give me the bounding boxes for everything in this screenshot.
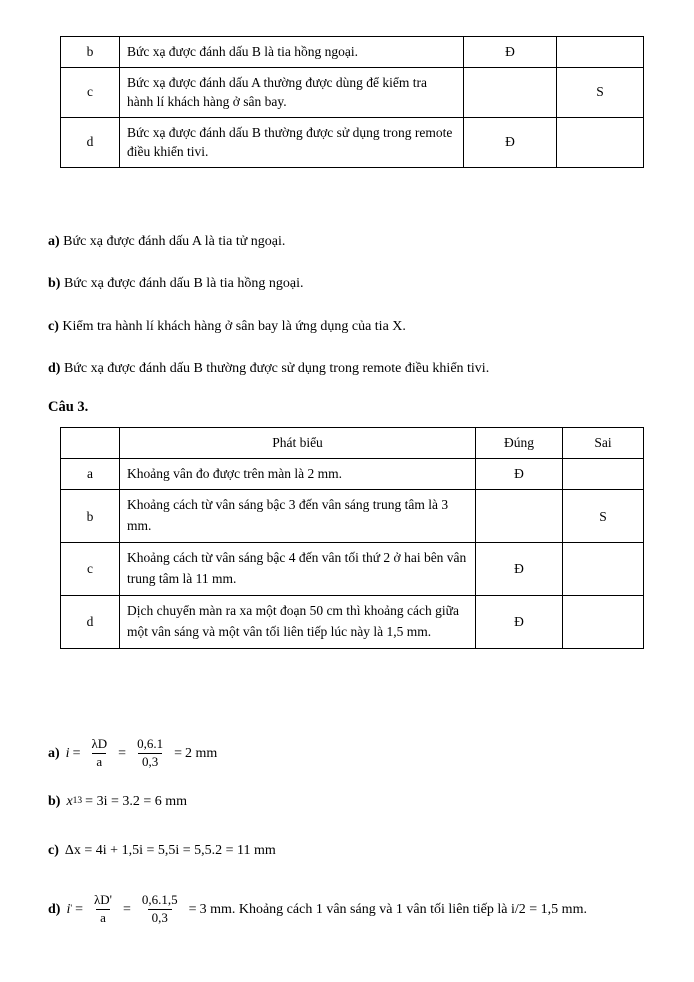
solution-line-c — [48, 841, 276, 861]
table-question3 — [60, 427, 644, 649]
table-row — [61, 543, 644, 596]
row-label: c — [61, 543, 120, 596]
solution-d-var: i — [66, 901, 71, 917]
row-statement: Khoảng vân đo được trên màn là 2 mm. — [120, 458, 476, 490]
header-dung: Đúng — [476, 428, 563, 459]
solution-tag-a: a) — [48, 745, 60, 761]
solution-a-eq3: = — [174, 745, 182, 761]
solution-line-d — [48, 893, 587, 926]
solution-a-eq2: = — [118, 745, 127, 761]
table-question2-continued — [60, 36, 644, 168]
row-label: d — [61, 117, 120, 167]
row-statement: Khoảng cách từ vân sáng bậc 3 đến vân sáng trung tâm là 3 mm. — [120, 490, 476, 543]
row-mark-dung: Đ — [476, 458, 563, 490]
fraction-denominator: 0,3 — [138, 753, 162, 770]
row-mark-sai — [557, 117, 644, 167]
row-label: b — [61, 37, 120, 68]
solution-b-var: x — [66, 794, 73, 809]
row-mark-sai — [557, 37, 644, 68]
answer-line-a — [48, 231, 285, 252]
solution-d-fraction2 — [138, 893, 182, 926]
solution-a-result: 2 mm — [184, 745, 218, 761]
row-mark-dung — [464, 67, 557, 117]
solution-tag-b: b) — [48, 794, 61, 809]
fraction-numerator: 0,6.1 — [137, 736, 164, 751]
fraction-denominator: a — [96, 909, 110, 926]
fraction-numerator: λD — [91, 736, 108, 751]
fraction-numerator: 0,6.1,5 — [141, 892, 178, 907]
solution-d-eq3: = — [188, 901, 197, 917]
answer-tag-d: d) — [48, 361, 61, 376]
solution-a-var: i — [65, 745, 70, 761]
solution-d-fraction1 — [90, 893, 116, 926]
row-mark-dung: Đ — [476, 543, 563, 596]
solution-line-b — [48, 792, 190, 812]
answer-line-b — [48, 273, 303, 294]
table-header-row — [61, 428, 644, 459]
solution-b-subscript: 13 — [72, 796, 83, 807]
answer-text-c: Kiểm tra hành lí khách hàng ở sân bay là ứng dụng của tia X. — [62, 319, 406, 334]
solution-tag-d: d) — [48, 901, 61, 917]
question3-heading: Câu 3. — [48, 399, 89, 415]
row-label: a — [61, 458, 120, 490]
row-mark-dung — [476, 490, 563, 543]
solution-a-fraction1 — [87, 737, 111, 770]
answer-text-b: Bức xạ được đánh dấu B là tia hồng ngoại. — [63, 276, 304, 291]
row-label: c — [61, 67, 120, 117]
answer-tag-c: c) — [48, 319, 59, 334]
row-mark-sai — [563, 543, 644, 596]
row-mark-sai — [563, 458, 644, 490]
answer-text-a: Bức xạ được đánh dấu A là tia tử ngoại. — [63, 234, 286, 249]
row-mark-sai — [563, 596, 644, 649]
row-statement: Bức xạ được đánh dấu A thường được dùng để kiểm tra hành lí khách hàng ở sân bay. — [120, 67, 464, 117]
table-row — [61, 37, 644, 68]
header-sai: Sai — [563, 428, 644, 459]
fraction-denominator: 0,3 — [148, 909, 172, 926]
row-label: b — [61, 490, 120, 543]
solution-d-eq2: = — [123, 901, 131, 917]
table-row — [61, 67, 644, 117]
fraction-denominator: a — [92, 753, 106, 770]
answer-text-d: Bức xạ được đánh dấu B thường được sử dụng trong remote điều khiển tivi. — [63, 361, 490, 376]
header-blank — [61, 428, 120, 459]
row-mark-sai: S — [563, 490, 644, 543]
answer-tag-b: b) — [48, 276, 61, 291]
row-statement: Dịch chuyển màn ra xa một đoạn 50 cm thì khoảng cách giữa một vân sáng và một vân tối liên tiếp lúc này là 1,5 mm. — [120, 596, 476, 649]
solution-a-fraction2 — [133, 737, 167, 770]
header-statement: Phát biểu — [120, 428, 476, 459]
table-row — [61, 117, 644, 167]
table-row — [61, 458, 644, 490]
answer-tag-a: a) — [48, 234, 60, 249]
fraction-numerator: λD' — [93, 892, 113, 907]
solution-d-result: 3 mm — [199, 901, 232, 917]
row-mark-dung: Đ — [464, 37, 557, 68]
row-mark-sai: S — [557, 67, 644, 117]
answer-line-d — [48, 358, 489, 379]
solution-c-text: Δx = 4i + 1,5i = 5,5i = 5,5.2 = 11 mm — [64, 843, 276, 858]
table-row — [61, 490, 644, 543]
solution-b-rest: = 3i = 3.2 = 6 mm — [85, 794, 188, 809]
row-label: d — [61, 596, 120, 649]
row-statement: Khoảng cách từ vân sáng bậc 4 đến vân tối thứ 2 ở hai bên vân trung tâm là 11 mm. — [120, 543, 476, 596]
solution-a-eq1: = — [72, 745, 81, 761]
row-mark-dung: Đ — [464, 117, 557, 167]
solution-line-a — [48, 737, 217, 770]
table-row — [61, 596, 644, 649]
row-statement: Bức xạ được đánh dấu B thường được sử dụng trong remote điều khiển tivi. — [120, 117, 464, 167]
solution-d-prime: ' — [70, 903, 73, 914]
row-statement: Bức xạ được đánh dấu B là tia hồng ngoại. — [120, 37, 464, 68]
solution-tag-c: c) — [48, 843, 59, 858]
solution-d-eq1: = — [75, 901, 83, 917]
row-mark-dung: Đ — [476, 596, 563, 649]
answer-line-c — [48, 316, 406, 337]
solution-d-tail: . Khoảng cách 1 vân sáng và 1 vân tối liên tiếp là i/2 = 1,5 mm. — [231, 901, 587, 917]
